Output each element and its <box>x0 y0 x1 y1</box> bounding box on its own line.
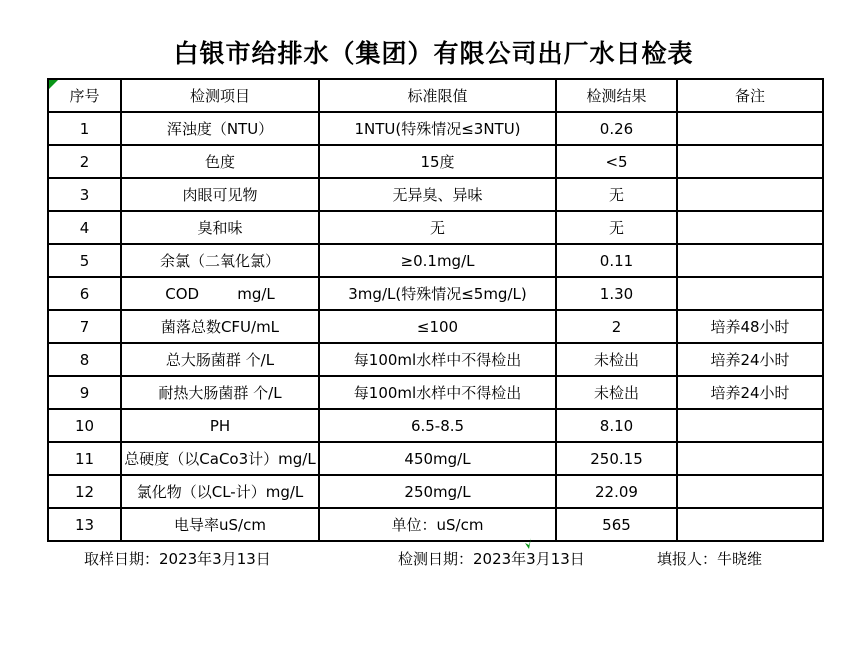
result-cell: 0.26 <box>556 112 677 145</box>
note-cell <box>677 112 823 145</box>
note-cell <box>677 244 823 277</box>
limit-cell: 单位：uS/cm <box>319 508 556 541</box>
header-note: 备注 <box>677 79 823 112</box>
item-cell: PH <box>121 409 319 442</box>
limit-cell: 6.5-8.5 <box>319 409 556 442</box>
item-cell: 总大肠菌群 个/L <box>121 343 319 376</box>
item-cell: 菌落总数CFU/mL <box>121 310 319 343</box>
row-number-cell: 8 <box>48 343 121 376</box>
note-cell <box>677 211 823 244</box>
row-number-cell: 7 <box>48 310 121 343</box>
item-cell: 氯化物（以CL-计）mg/L <box>121 475 319 508</box>
table-row <box>48 310 823 343</box>
result-cell: 8.10 <box>556 409 677 442</box>
result-cell: 2 <box>556 310 677 343</box>
row-number-cell: 4 <box>48 211 121 244</box>
note-cell: 培养24小时 <box>677 343 823 376</box>
limit-cell: 15度 <box>319 145 556 178</box>
result-cell: <5 <box>556 145 677 178</box>
limit-cell: 3mg/L(特殊情况≤5mg/L) <box>319 277 556 310</box>
item-cell: 臭和味 <box>121 211 319 244</box>
result-cell: 0.11 <box>556 244 677 277</box>
limit-cell: 250mg/L <box>319 475 556 508</box>
item-cell: 肉眼可见物 <box>121 178 319 211</box>
item-cell: 电导率uS/cm <box>121 508 319 541</box>
result-cell: 无 <box>556 211 677 244</box>
row-number-cell: 1 <box>48 112 121 145</box>
limit-cell: ≤100 <box>319 310 556 343</box>
note-cell <box>677 178 823 211</box>
note-cell <box>677 409 823 442</box>
table-row <box>48 409 823 442</box>
header-no: 序号 <box>48 79 121 112</box>
test-date-label: 检测日期：2023年3月13日 <box>398 550 585 568</box>
item-cell: COD mg/L <box>121 277 319 310</box>
row-number-cell: 3 <box>48 178 121 211</box>
table-row <box>48 178 823 211</box>
table-row <box>48 508 823 541</box>
note-cell <box>677 508 823 541</box>
note-cell: 培养48小时 <box>677 310 823 343</box>
limit-cell: 无异臭、异味 <box>319 178 556 211</box>
note-cell <box>677 475 823 508</box>
row-number-cell: 13 <box>48 508 121 541</box>
row-number-cell: 9 <box>48 376 121 409</box>
table-row <box>48 211 823 244</box>
result-cell: 250.15 <box>556 442 677 475</box>
note-cell <box>677 145 823 178</box>
result-cell: 1.30 <box>556 277 677 310</box>
table-row <box>48 475 823 508</box>
row-number-cell: 11 <box>48 442 121 475</box>
table-row <box>48 442 823 475</box>
row-number-cell: 2 <box>48 145 121 178</box>
reporter-label: 填报人：牛晓维 <box>657 550 763 568</box>
table-header-row <box>48 79 823 112</box>
item-cell: 色度 <box>121 145 319 178</box>
table-row <box>48 244 823 277</box>
row-number-cell: 6 <box>48 277 121 310</box>
note-cell: 培养24小时 <box>677 376 823 409</box>
result-cell: 无 <box>556 178 677 211</box>
result-cell: 未检出 <box>556 376 677 409</box>
row-number-cell: 10 <box>48 409 121 442</box>
table-row <box>48 145 823 178</box>
sampling-date-label: 取样日期：2023年3月13日 <box>84 550 271 568</box>
item-cell: 浑浊度（NTU） <box>121 112 319 145</box>
table-row <box>48 112 823 145</box>
inspection-table <box>47 78 824 542</box>
limit-cell: 每100ml水样中不得检出 <box>319 376 556 409</box>
note-cell <box>677 277 823 310</box>
header-item: 检测项目 <box>121 79 319 112</box>
table-row <box>48 343 823 376</box>
limit-cell: 450mg/L <box>319 442 556 475</box>
result-cell: 22.09 <box>556 475 677 508</box>
result-cell: 565 <box>556 508 677 541</box>
item-cell: 总硬度（以CaCo3计）mg/L <box>121 442 319 475</box>
limit-cell: ≥0.1mg/L <box>319 244 556 277</box>
row-number-cell: 12 <box>48 475 121 508</box>
result-cell: 未检出 <box>556 343 677 376</box>
header-result: 检测结果 <box>556 79 677 112</box>
note-cell <box>677 442 823 475</box>
table-row <box>48 376 823 409</box>
header-limit: 标准限值 <box>319 79 556 112</box>
limit-cell: 每100ml水样中不得检出 <box>319 343 556 376</box>
limit-cell: 1NTU(特殊情况≤3NTU) <box>319 112 556 145</box>
item-cell: 余氯（二氧化氯） <box>121 244 319 277</box>
limit-cell: 无 <box>319 211 556 244</box>
row-number-cell: 5 <box>48 244 121 277</box>
page-title: 白银市给排水（集团）有限公司出厂水日检表 <box>173 39 694 68</box>
item-cell: 耐热大肠菌群 个/L <box>121 376 319 409</box>
table-row <box>48 277 823 310</box>
cell-corner-marker-icon <box>49 80 58 89</box>
